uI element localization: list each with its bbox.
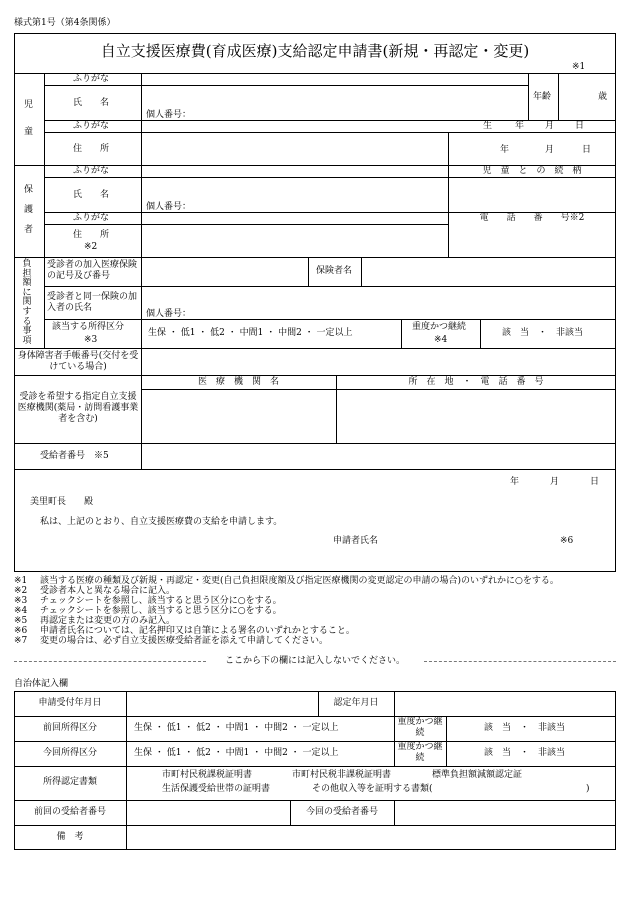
note-mark: ※2 — [14, 586, 28, 596]
prev-income-label: 前回所得区分 — [42, 723, 97, 733]
relation-label: 児 童 と の 続 柄 — [482, 166, 582, 176]
birth-label-3: 月 — [545, 121, 555, 131]
doc-tax-cert[interactable]: 市町村民税課税証明書 — [162, 770, 253, 780]
cur-income-options[interactable]: 生保 ・ 低1 ・ 低2 ・ 中間1 ・ 中間2 ・ 一定以上 — [134, 748, 339, 758]
doc-reduction-cert[interactable]: 標準負担額減額認定証 — [432, 770, 523, 780]
date-day: 日 — [590, 477, 600, 487]
doc-other-close: ) — [586, 784, 590, 794]
prev-severe-options[interactable]: 該 当 ・ 非該当 — [484, 723, 566, 733]
title-note: ※1 — [572, 62, 586, 72]
guardian-address-label: 住 所 — [73, 230, 110, 240]
cur-severe-options[interactable]: 該 当 ・ 非該当 — [484, 748, 566, 758]
child-header-1: 児 — [24, 100, 34, 110]
insurer-label: 保険者名 — [316, 266, 353, 276]
child-age-label: 年齢 — [533, 92, 552, 102]
same-ins-kojin-label: 個人番号： — [146, 309, 192, 319]
income-class-note: ※3 — [84, 335, 98, 345]
guardian-header-2: 護 — [24, 205, 34, 215]
note-text: 該当する医療の種類及び新規・再認定・変更(自己負担限度額及び指定医療機関の変更認定の申請の場合)のいずれかに○をする。 — [40, 576, 559, 586]
cur-recipient-label: 今回の受給者番号 — [305, 807, 378, 817]
note-text: 受診者本人と異なる場合に記入。 — [40, 586, 176, 596]
cur-severe-label: 重度かつ継続 — [397, 742, 443, 763]
cut-line-text: ここから下の欄には記入しないでください。 — [224, 656, 405, 666]
guardian-furigana2-label: ふりがな — [73, 213, 110, 223]
note-text: 再認定または変更の方のみ記入。 — [40, 616, 176, 626]
note-text: チェックシートを参照し、該当すると思う区分に○をする。 — [40, 606, 282, 616]
docs-label: 所得認定書類 — [42, 777, 97, 787]
form-title: 自立支援医療費(育成医療)支給認定申請書(新規・再認定・変更) — [100, 42, 530, 60]
note-mark: ※5 — [14, 616, 28, 626]
disability-label: 身体障害者手帳番号(交付を受けている場合) — [17, 351, 139, 372]
phone-label: 電 話 番 号※2 — [479, 213, 585, 223]
applicant-label: 申請者氏名 — [333, 536, 379, 546]
statement: 私は、上記のとおり、自立支援医療費の支給を申請します。 — [40, 517, 283, 527]
date-month: 月 — [550, 477, 560, 487]
note-mark: ※3 — [14, 596, 28, 606]
doc-welfare-cert[interactable]: 生活保護受給世帯の証明書 — [162, 784, 271, 794]
note-mark: ※4 — [14, 606, 28, 616]
office-section-label: 自治体記入欄 — [14, 679, 69, 689]
guardian-name-label: 氏 名 — [73, 190, 110, 200]
doc-other-cert[interactable]: その他収入等を証明する書類( — [312, 784, 433, 794]
child-furigana2-label: ふりがな — [73, 121, 110, 131]
date-year: 年 — [510, 477, 520, 487]
note-text: 変更の場合は、必ず自立支援医療受給者証を添えて申請してください。 — [40, 636, 329, 646]
income-class-label: 該当する所得区分 — [52, 322, 125, 332]
note-mark: ※6 — [14, 626, 28, 636]
applicant-note: ※6 — [560, 536, 574, 546]
guardian-header-1: 保 — [24, 185, 34, 195]
facility-name-header: 医 療 機 関 名 — [197, 377, 279, 387]
child-name-label: 氏 名 — [73, 98, 110, 108]
note-mark: ※1 — [14, 576, 28, 586]
guardian-header-3: 者 — [24, 225, 34, 235]
guardian-kojin-label: 個人番号： — [146, 202, 192, 212]
child-kojin-label: 個人番号： — [146, 110, 192, 120]
note-text: チェックシートを参照し、該当すると思う区分に○をする。 — [40, 596, 282, 606]
form-number: 様式第1号（第4条関係） — [14, 18, 116, 28]
recipient-no-label: 受給者番号 ※5 — [40, 451, 109, 461]
prev-severe-label: 重度かつ継続 — [397, 717, 443, 738]
received-date-label: 申請受付年月日 — [38, 698, 102, 708]
child-furigana-label: ふりがな — [73, 74, 110, 84]
approved-date-label: 認定年月日 — [333, 698, 379, 708]
child-header-2: 童 — [24, 127, 34, 137]
guardian-address-note: ※2 — [84, 242, 98, 252]
addressee: 美里町長 殿 — [30, 497, 94, 507]
note-text: 申請者氏名については、記名押印又は自筆による署名のいずれかとすること。 — [40, 626, 355, 636]
birth-day: 日 — [582, 145, 592, 155]
severe-options[interactable]: 該 当 ・ 非該当 — [502, 328, 584, 338]
same-insurance-label: 受診者と同一保険の加入者の氏名 — [47, 292, 138, 313]
severe-note: ※4 — [434, 335, 448, 345]
facility-address-header: 所 在 地 ・ 電 話 番 号 — [408, 377, 544, 387]
prev-recipient-label: 前回の受給者番号 — [33, 807, 106, 817]
child-age-unit: 歳 — [598, 92, 608, 102]
prev-income-options[interactable]: 生保 ・ 低1 ・ 低2 ・ 中間1 ・ 中間2 ・ 一定以上 — [134, 723, 339, 733]
birth-month: 月 — [545, 145, 555, 155]
birth-label-2: 年 — [515, 121, 525, 131]
guardian-furigana-label: ふりがな — [73, 166, 110, 176]
note-mark: ※7 — [14, 636, 28, 646]
birth-year: 年 — [500, 145, 510, 155]
income-class-options[interactable]: 生保 ・ 低1 ・ 低2 ・ 中間1 ・ 中間2 ・ 一定以上 — [148, 328, 353, 338]
birth-label-4: 日 — [575, 121, 585, 131]
cur-income-label: 今回所得区分 — [42, 748, 97, 758]
insurance-label: 受診者の加入医療保険の記号及び番号 — [47, 260, 138, 281]
doc-nontax-cert[interactable]: 市町村民税非課税証明書 — [292, 770, 392, 780]
severe-label: 重度かつ継続 — [412, 322, 467, 332]
birth-label-1: 生 — [483, 121, 493, 131]
burden-header: 負 担 額 に 関 す る 事 項 — [22, 259, 32, 346]
facility-label: 受診を希望する指定自立支援医療機関(薬局・訪問看護事業者を含む) — [17, 392, 139, 424]
remarks-label: 備 考 — [56, 832, 84, 842]
child-address-label: 住 所 — [73, 144, 110, 154]
